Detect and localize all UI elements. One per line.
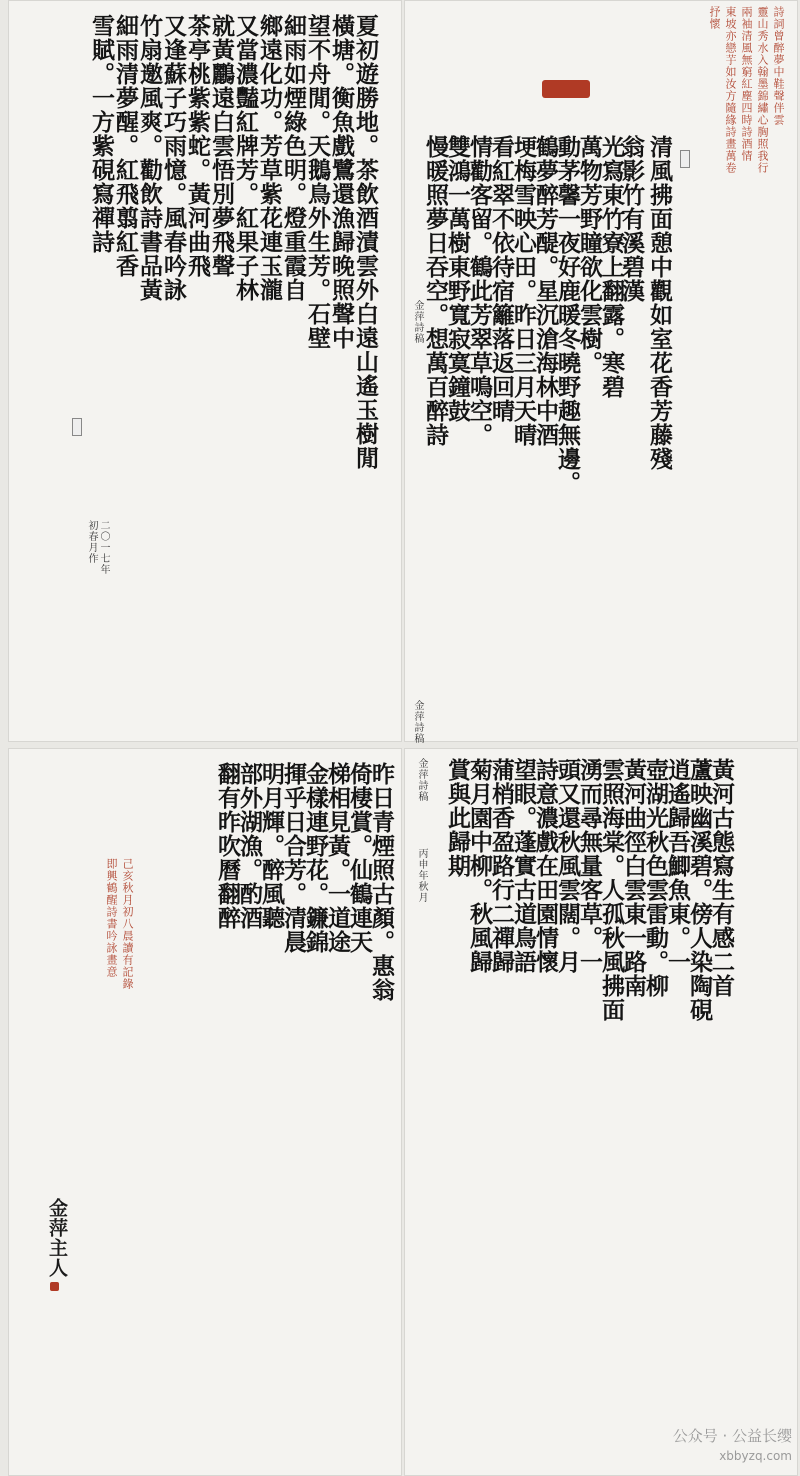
poem-column: 茶亭桃紫紫蛇。黃河曲飛 bbox=[184, 14, 211, 278]
header-inscription-3: 靈山秀水入翰墨錦繡心胸照我行 bbox=[756, 6, 769, 174]
poem-column: 壺湖光秋色雲雷動。柳 bbox=[642, 758, 669, 998]
mounting-tab bbox=[680, 150, 690, 168]
watermark-account: 公众号 · 公益长缨 bbox=[672, 1427, 792, 1445]
artist-signature: 金萍主人 bbox=[46, 1198, 68, 1278]
poem-column: 翁影竹有溪碧漢 bbox=[618, 135, 645, 303]
watermark-url: xbbyzq.com bbox=[719, 1449, 792, 1463]
calligraphy-sheet-bottom-right bbox=[404, 748, 798, 1476]
poem-column: 萬物芳野瞳欲化雲樹。 bbox=[576, 135, 603, 375]
poem-column: 揮乎日合芳。清晨 bbox=[280, 762, 307, 954]
poem-column: 情勸客留。鶴此芳翠草鳴空。 bbox=[466, 135, 493, 447]
poem-column: 光寫東竹寮上翻露。寒碧 bbox=[598, 135, 625, 399]
poem-column: 夏初遊勝地。茶飲酒漬雲外白遠山遙玉樹閒 bbox=[352, 14, 379, 470]
poem-column: 清風拂面憩中觀如室花香芳藤殘 bbox=[646, 135, 673, 471]
poem-column: 鄉遠化功。芳草紫花連玉瀧 bbox=[256, 14, 283, 302]
poem-column: 昨日青煙照古顏。惠翁 bbox=[368, 762, 395, 1002]
header-inscription-1: 東坡亦戀芋如汝方隨緣詩畫萬卷 bbox=[724, 6, 737, 174]
poem-column: 倚棲賞。仙鶴連天 bbox=[346, 762, 373, 954]
poem-column: 又逢蘇子巧雨憶。風春吟詠 bbox=[160, 14, 187, 302]
poem-column: 竹扇邀風爽。勸飲詩書品黃 bbox=[136, 14, 163, 302]
red-seal-stamp bbox=[542, 80, 590, 98]
header-inscription-2: 兩袖清風無窮紅塵四時詩酒情 bbox=[740, 6, 753, 162]
margin-signature: 金萍詩稿 bbox=[412, 300, 423, 344]
header-inscription-5: 抒懷 bbox=[708, 6, 721, 30]
poem-column: 黃河曲徑白雲東一路南 bbox=[620, 758, 647, 998]
poem-column: 動茅馨一夜好鹿暖冬曉野趣無邊。 bbox=[554, 135, 581, 495]
poem-column: 詩意濃戲在田園情懷 bbox=[532, 758, 559, 974]
calligraphy-sheet-top-left bbox=[8, 0, 402, 742]
date-inscription: 初春月作 bbox=[86, 520, 97, 564]
poem-column: 菊月園中柳。秋風歸 bbox=[466, 758, 493, 974]
poem-column: 橫塘。衡魚戲鷺還漁歸晚照聲中 bbox=[328, 14, 355, 350]
poem-column: 細雨如煙綠色明。燈重霞自 bbox=[280, 14, 307, 302]
mounting-tab bbox=[72, 418, 82, 436]
header-inscription-4: 詩詞曾醉夢中鞋聲伴雲 bbox=[772, 6, 785, 126]
margin-signature: 丙申年秋月 bbox=[416, 848, 427, 903]
poem-title: 黃河古態寫生有感二首 bbox=[708, 758, 735, 998]
poem-column: 部外湖漁。酌酒 bbox=[236, 762, 263, 930]
calligraphy-sheet-bottom-left bbox=[8, 748, 402, 1476]
margin-signature: 金萍詩稿 bbox=[412, 700, 423, 744]
poem-column: 雲照海棠。人孤秋風拂面 bbox=[598, 758, 625, 1022]
red-inscription: 即興鶴醒詩書吟詠畫意 bbox=[105, 858, 118, 978]
calligraphy-sheet-top-right bbox=[404, 0, 798, 742]
watermark bbox=[673, 1426, 792, 1466]
poem-column: 梯相見黃。一道途 bbox=[324, 762, 351, 954]
poem-column: 蘆映幽溪碧。傍人染陶硯 bbox=[686, 758, 713, 1022]
poem-column: 金樣連野花。鐮錦 bbox=[302, 762, 329, 954]
poem-column: 就黃鸝遠白雲悟別夢飛聲 bbox=[208, 14, 235, 278]
poem-column: 埂梅雪映心田。昨日三月天晴 bbox=[510, 135, 537, 447]
poem-column: 賞與此歸期 bbox=[444, 758, 471, 878]
poem-column: 明月輝。醉風聽 bbox=[258, 762, 285, 930]
poem-column: 望眼。蓬實古道鳥語 bbox=[510, 758, 537, 974]
margin-signature: 金萍詩稿 bbox=[416, 758, 427, 802]
poem-column: 又當濃豔紅牌芳。紅果子林 bbox=[232, 14, 259, 302]
poem-column: 湧而尋無量客草。一 bbox=[576, 758, 603, 974]
poem-column: 蒲梢香盈路行二禪歸 bbox=[488, 758, 515, 974]
poem-column: 頭又還秋風雲闊。月 bbox=[554, 758, 581, 974]
poem-column: 雙鴻一萬樹東野寬寂寞鐘鼓 bbox=[444, 135, 471, 423]
poem-column: 慢暖照夢日吞空。想萬百醉詩 bbox=[422, 135, 449, 447]
poem-column: 鶴夢醉芳醍。星沉滄海林中酒 bbox=[532, 135, 559, 447]
poem-column: 逍遙歸吾鯽魚東。一 bbox=[664, 758, 691, 974]
name-seal-stamp bbox=[50, 1282, 59, 1291]
poem-column: 看紅翠不依待宿籬落返回晴 bbox=[488, 135, 515, 423]
date-inscription: 二〇一七年 bbox=[98, 520, 109, 575]
red-inscription: 己亥秋月初八晨讀有記錄 bbox=[121, 858, 134, 990]
poem-column: 望不舟閒。天鵝鳥外生芳。石壁 bbox=[304, 14, 331, 350]
poem-column: 細雨清夢醒。紅飛翦紅香 bbox=[112, 14, 139, 278]
poem-column: 雪賦。一方紫硯寫禪詩 bbox=[88, 14, 115, 254]
poem-column: 翻有昨吹曆翻醉 bbox=[214, 762, 241, 930]
